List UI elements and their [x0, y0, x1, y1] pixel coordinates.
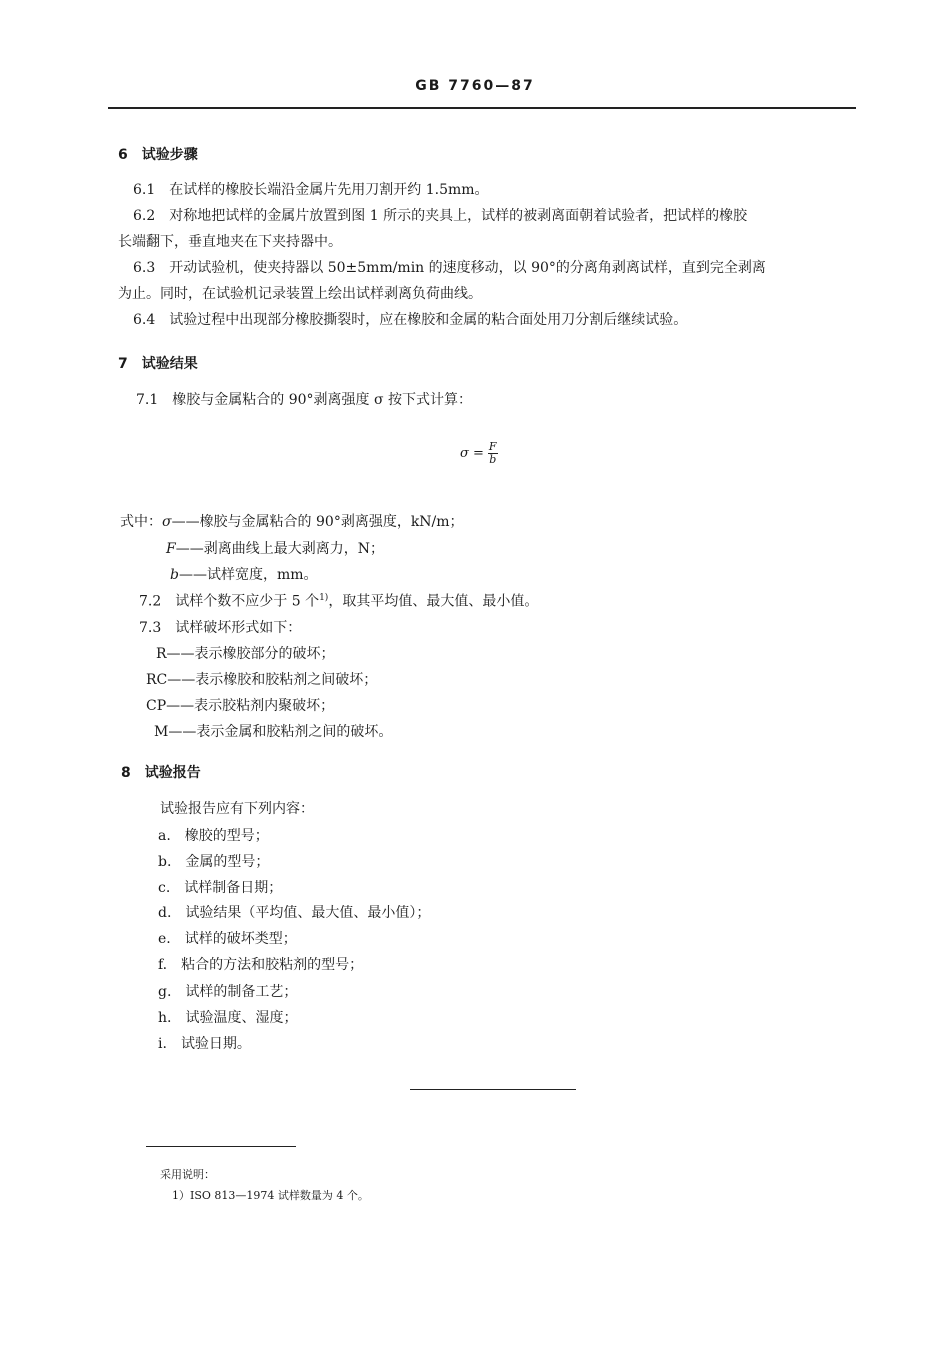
item-text: 试验日期。: [180, 1036, 251, 1052]
section-7-number: 7: [118, 356, 128, 372]
footnote-ref: 1): [319, 593, 329, 603]
report-item: [158, 985, 297, 999]
failure-item: [156, 647, 335, 661]
var-symbol: b: [170, 567, 179, 583]
var-desc: ——试样宽度，mm。: [178, 567, 318, 583]
header-rule: [108, 107, 856, 109]
footnote-text: 1）ISO 813—1974 试样数量为 4 个。: [172, 1189, 369, 1202]
end-of-standard-rule: [410, 1089, 576, 1090]
item-text: 试验温度、湿度；: [185, 1010, 298, 1026]
var-desc: ——橡胶与金属粘合的 90°剥离强度，kN/m；: [171, 514, 464, 530]
section-7-title: 试验结果: [141, 356, 198, 372]
where-line-b: [170, 568, 318, 582]
where-line-F: [166, 542, 384, 556]
failure-item: [146, 699, 334, 713]
clause-6-3-line2: 为止。同时，在试验机记录装置上绘出试样剥离负荷曲线。: [118, 286, 482, 302]
var-symbol: F: [166, 541, 176, 557]
footnote-rule: [146, 1146, 296, 1147]
item-text: 试验结果（平均值、最大值、最小值）；: [185, 905, 431, 921]
failure-code: M: [154, 724, 169, 740]
item-text: 试样制备日期；: [184, 880, 283, 896]
report-item: [158, 855, 269, 869]
clause-6-2-line2: 长端翻下，垂直地夹在下夹持器中。: [118, 234, 342, 250]
peel-strength-formula: [460, 441, 498, 466]
clause-6-1: 6.1 在试样的橡胶长端沿金属片先用刀割开约 1.5mm。: [133, 182, 489, 198]
failure-desc: ——表示橡胶和胶粘剂之间破坏；: [167, 672, 378, 688]
report-item: [158, 958, 363, 972]
footnote-title: 采用说明：: [160, 1168, 215, 1181]
report-item: [158, 829, 269, 843]
failure-item: [154, 725, 392, 739]
section-8-number: 8: [121, 765, 131, 781]
item-mark: i.: [158, 1036, 167, 1052]
var-desc: ——剥离曲线上最大剥离力，N；: [175, 541, 384, 557]
item-text: 橡胶的型号；: [184, 828, 269, 844]
failure-desc: ——表示橡胶部分的破坏；: [166, 646, 335, 662]
item-text: 试样的破坏类型；: [184, 931, 297, 947]
where-label: 式中：: [120, 514, 162, 530]
section-6-title: 试验步骤: [141, 147, 198, 163]
section-8-heading: [121, 766, 201, 780]
clause-6-2-line1: 6.2 对称地把试样的金属片放置到图 1 所示的夹具上，试样的被剥离面朝着试验者，把试样的橡胶: [133, 208, 748, 224]
where-line-sigma: [120, 515, 464, 529]
clause-7-1: 7.1 橡胶与金属粘合的 90°剥离强度 σ 按下式计算：: [136, 392, 472, 408]
clause-7-2: [139, 594, 538, 609]
report-item: [158, 1037, 251, 1051]
section-7-heading: [118, 357, 198, 371]
failure-code: RC: [146, 672, 168, 688]
item-mark: a.: [158, 828, 171, 844]
failure-code: CP: [146, 698, 167, 714]
item-mark: c.: [158, 880, 171, 896]
failure-desc: ——表示胶粘剂内聚破坏；: [166, 698, 335, 714]
formula-numerator: F: [488, 440, 497, 453]
item-text: 粘合的方法和胶粘剂的型号；: [181, 957, 364, 973]
item-mark: e.: [158, 931, 171, 947]
report-item: [158, 1011, 297, 1025]
report-intro: 试验报告应有下列内容：: [160, 801, 314, 817]
section-6-number: 6: [118, 147, 128, 163]
item-mark: d.: [158, 905, 172, 921]
report-item: [158, 881, 282, 895]
item-mark: g.: [158, 984, 172, 1000]
failure-desc: ——表示金属和胶粘剂之间的破坏。: [168, 724, 393, 740]
report-item: [158, 906, 430, 920]
item-mark: b.: [158, 854, 172, 870]
section-8-title: 试验报告: [144, 765, 201, 781]
failure-code: R: [156, 646, 167, 662]
clause-7-3: 7.3 试样破坏形式如下：: [139, 620, 302, 636]
clause-7-2-text: 7.2 试样个数不应少于 5 个: [139, 593, 320, 610]
formula-denominator: b: [489, 453, 497, 467]
report-item: [158, 932, 297, 946]
clause-7-2-text-end: ，取其平均值、最大值、最小值。: [328, 593, 539, 610]
document-number: GB 7760—87: [415, 78, 535, 94]
failure-item: [146, 673, 377, 687]
formula-fraction: [488, 441, 498, 466]
clause-6-4: 6.4 试验过程中出现部分橡胶撕裂时，应在橡胶和金属的粘合面处用刀分割后继续试验。: [133, 312, 688, 328]
item-text: 金属的型号；: [185, 854, 270, 870]
section-6-heading: [118, 148, 198, 162]
item-mark: f.: [158, 957, 168, 973]
formula-lhs: σ =: [460, 446, 484, 462]
var-symbol: σ: [162, 514, 172, 530]
clause-6-3-line1: 6.3 开动试验机，使夹持器以 50±5mm/min 的速度移动，以 90°的分离角剥离试样，直到完全剥离: [133, 260, 766, 276]
item-mark: h.: [158, 1010, 172, 1026]
item-text: 试样的制备工艺；: [185, 984, 298, 1000]
